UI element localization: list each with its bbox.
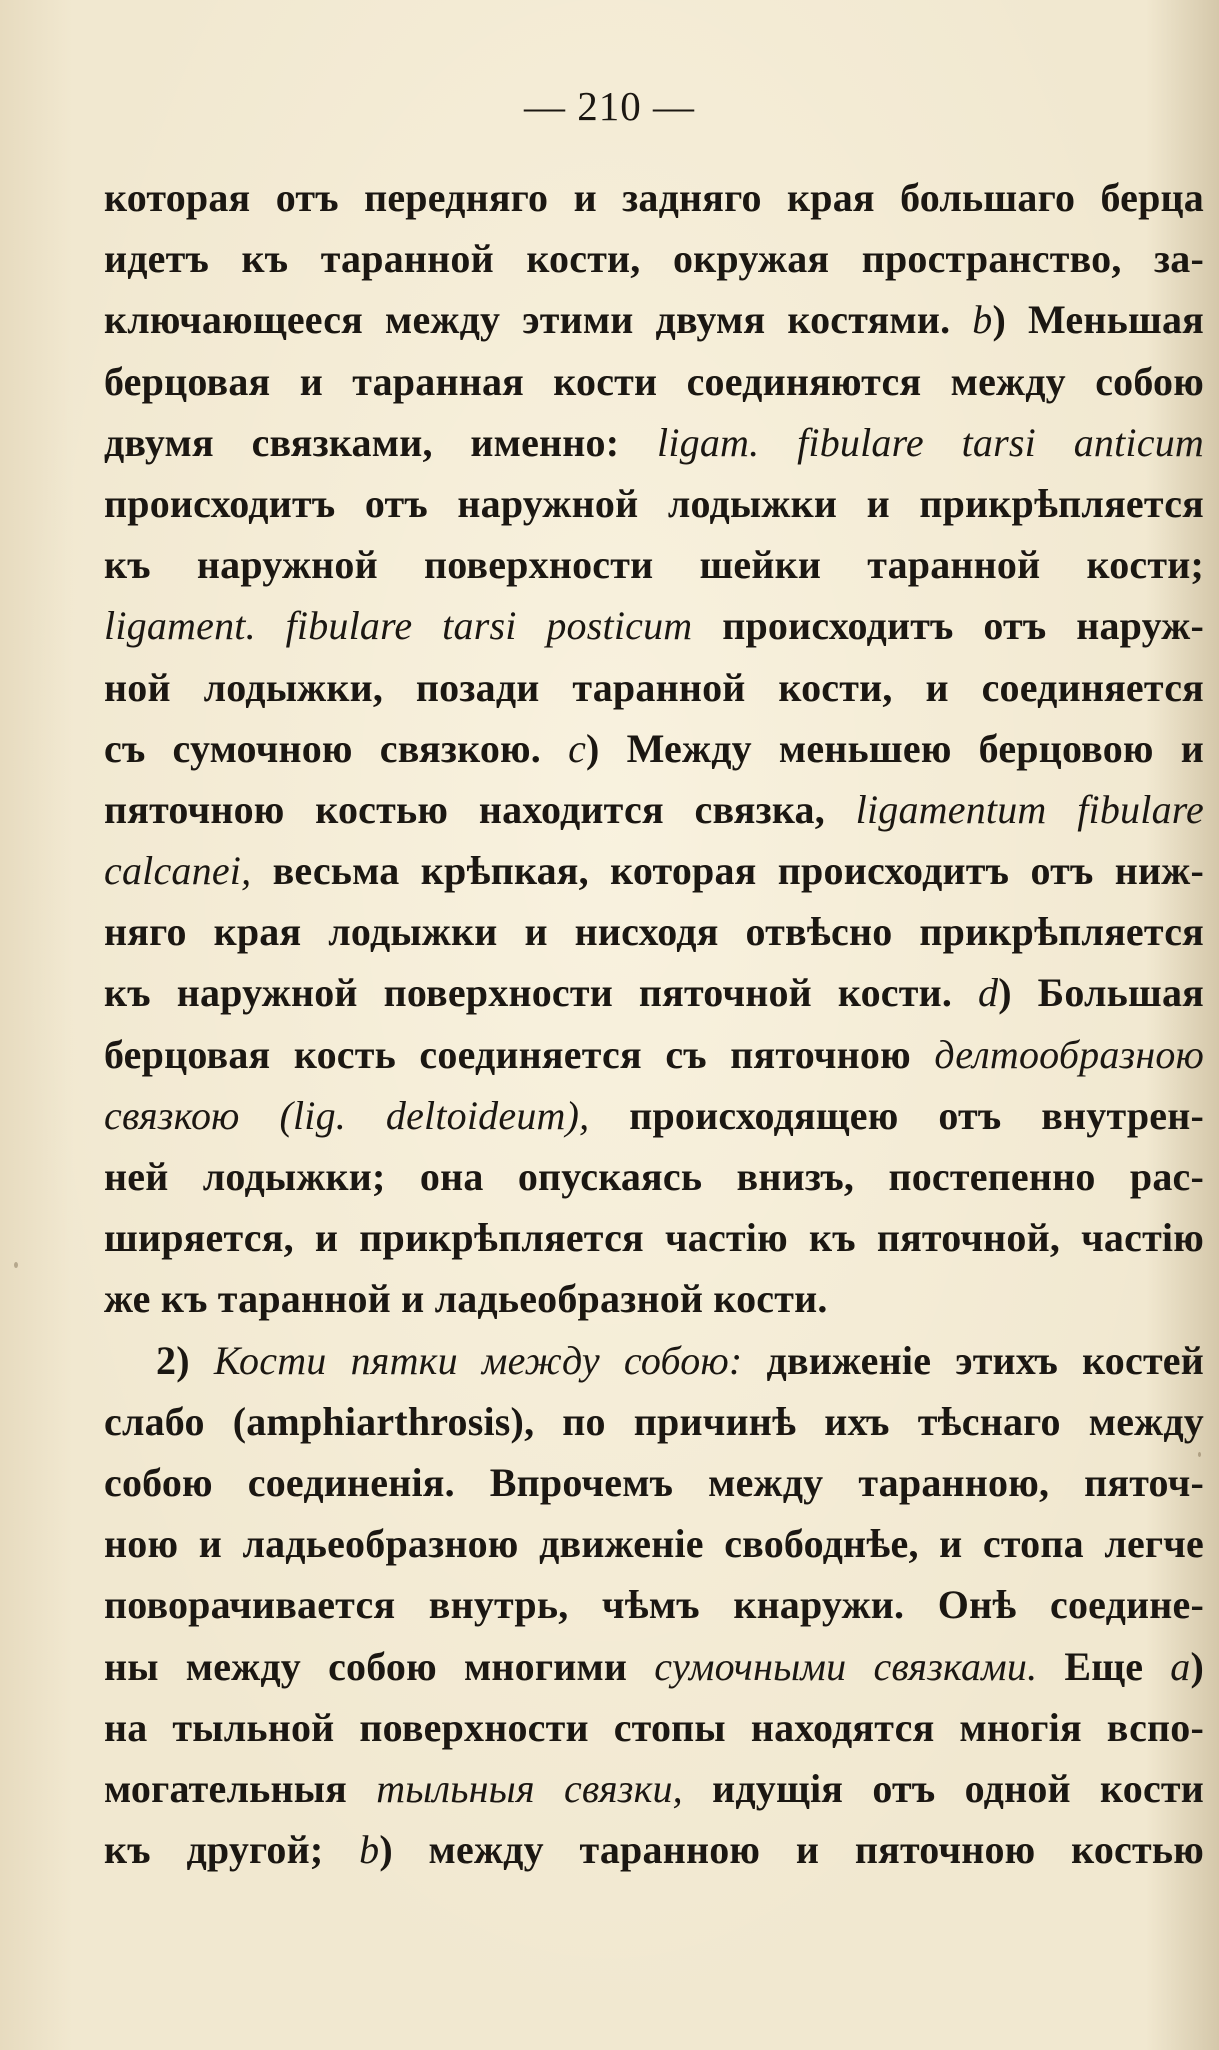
text-run: происходящею отъ внутрен- [589,1092,1204,1138]
italic-run: делтообразною [934,1031,1204,1077]
text-run: же къ таранной и ладьеобразной кости. [104,1276,828,1322]
italic-run: c [568,725,587,771]
text-line [104,351,1204,412]
text-line [104,228,1204,289]
text-run: ) между таранною и пяточною костью [379,1827,1204,1873]
text-run: поворачивается внутрь, чѣмъ кнаружи. Онѣ соедине- [104,1582,1204,1628]
italic-run: ligamentum fibulare [855,786,1205,832]
text-line [104,595,1204,656]
text-run: ) [1190,1643,1204,1689]
text-line [104,1697,1204,1758]
paper-speck [1198,1452,1201,1457]
text-run: ) Между меньшею берцовою и [586,725,1204,771]
paper-speck [14,1262,18,1268]
text-line [104,289,1204,350]
text-line [104,657,1204,718]
text-line [104,1024,1204,1085]
text-line [104,779,1204,840]
text-line [104,1758,1204,1819]
text-run: ширяется, и прикрѣпляется частію къ пяточной, частію [104,1215,1204,1261]
text-run: которая отъ передняго и задняго края большаго берца [104,175,1204,220]
text-line [104,1391,1204,1452]
italic-run: a [1170,1643,1191,1689]
text-line [104,1819,1204,1880]
text-line [104,1330,1204,1391]
italic-run: ligam. fibulare tarsi anticum [657,419,1204,465]
text-run: ней лодыжки; она опускаясь внизъ, постепенно рас- [104,1154,1204,1199]
text-run: ны между собою многими [104,1643,655,1689]
text-line [104,534,1204,595]
text-line [104,412,1204,473]
text-run: ключающееся между этими двумя костями. [104,297,973,343]
text-run: на тыльной поверхности стопы находятся многія вспо- [104,1704,1204,1750]
text-line [104,1268,1204,1329]
text-run: собою соединенія. Впрочемъ между таранною, пяточ- [104,1459,1204,1505]
italic-run: b [972,297,993,343]
text-run: къ наружной поверхности пяточной кости. [104,970,978,1016]
text-run: пяточною костью находится связка, [104,786,856,832]
text-line [104,1636,1204,1697]
page-number: — 210 — [524,83,695,129]
text-run: берцовая и таранная кости соединяются между собою [104,358,1204,404]
text-run: двумя связками, именно: [104,419,658,465]
text-run: къ наружной поверхности шейки таранной кости; [104,542,1204,588]
text-run: могательныя [104,1765,377,1811]
text-run: ) Большая [998,970,1204,1016]
text-line [104,840,1204,901]
text-run: берцовая кость соединяется съ пяточною [104,1031,935,1077]
text-run: къ другой; [104,1827,360,1873]
italic-run: связкою (lig. deltoideum), [104,1092,590,1138]
text-line [104,901,1204,962]
text-run: няго края лодыжки и нисходя отвѣсно прикрѣпляется [104,909,1204,955]
text-run: слабо (amphiarthrosis), по причинѣ ихъ тѣснаго между [104,1398,1204,1444]
text-line [104,1574,1204,1635]
text-run: происходитъ отъ наружной лодыжки и прикрѣпляется [104,480,1204,526]
italic-run: ligament. fibulare tarsi posticum [104,603,693,649]
text-run: ) Меньшая [992,297,1204,343]
text-run: происходитъ отъ наруж- [692,603,1204,649]
italic-run: сумочными связками. [654,1643,1038,1689]
text-line [104,718,1204,779]
text-run: идущія отъ одной кости [682,1765,1204,1811]
text-run: ною и ладьеобразною движеніе свободнѣе, и стопа легче [104,1521,1204,1567]
body-text [104,167,1204,1880]
text-line [104,1207,1204,1268]
text-line [104,167,1204,228]
italic-run: b [359,1827,380,1873]
text-line [104,1452,1204,1513]
italic-run: тыльныя связки, [376,1765,683,1811]
text-line [104,1085,1204,1146]
text-line [104,1146,1204,1207]
text-run: ной лодыжки, позади таранной кости, и соединяется [104,664,1204,710]
text-line [104,962,1204,1023]
italic-run: calcanei, [104,848,252,894]
text-run: идетъ къ таранной кости, окружая пространство, за- [104,236,1204,282]
text-line [104,473,1204,534]
text-run: весьма крѣпкая, которая происходитъ отъ ниж- [251,848,1204,894]
text-run: съ сумочною связкою. [104,725,569,771]
text-run: 2) [156,1337,214,1383]
italic-run: d [978,970,999,1016]
text-run: движеніе этихъ костей [742,1337,1205,1383]
italic-run: Кости пятки между собою: [213,1337,743,1383]
text-run: Еще [1037,1643,1171,1689]
text-line [104,1513,1204,1574]
